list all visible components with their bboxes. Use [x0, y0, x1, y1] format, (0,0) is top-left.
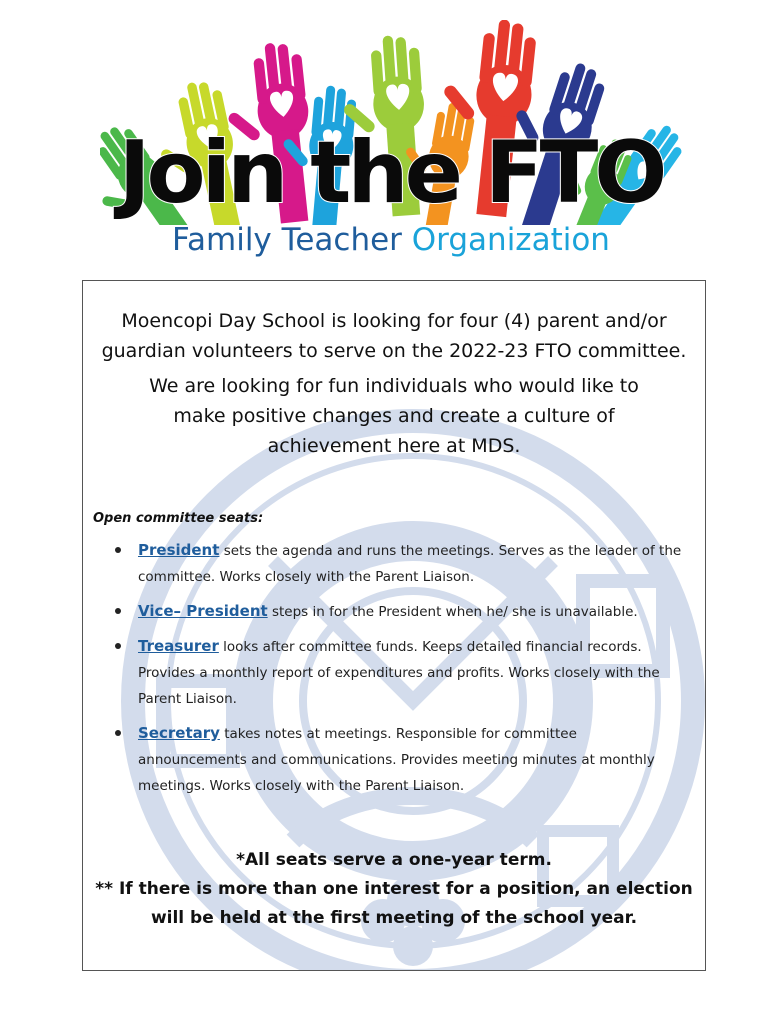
term-note: *All seats serve a one-year term. [236, 850, 552, 870]
page-subtitle [0, 218, 782, 262]
role-treasurer: Treasurer [138, 637, 219, 655]
subtitle-word-organization: Organization [411, 222, 610, 258]
content-box [82, 280, 706, 971]
intro-line: make positive changes and create a culture of [173, 405, 615, 427]
role-secretary: Secretary [138, 724, 220, 742]
intro-paragraph-2 [83, 371, 705, 461]
role-description: steps in for the President when he/ she is unavailable. [267, 604, 638, 620]
intro-line: achievement here at MDS. [267, 435, 521, 457]
subtitle-word-teacher: Teacher [281, 222, 402, 258]
intro-line: Moencopi Day School is looking for four (4) parent and/or [121, 310, 667, 332]
list-item [113, 598, 683, 625]
page-title: Join the FTO [118, 123, 664, 223]
subtitle-word-family: Family [172, 222, 272, 258]
election-note-line: ** If there is more than one interest for a position, an election [95, 879, 693, 899]
role-description: looks after committee funds. Keeps detailed financial records. Provides a monthly report of expenditures and profits. Works closely with the Parent Liaison. [138, 639, 660, 707]
intro-line: guardian volunteers to serve on the 2022-23 FTO committee. [101, 340, 687, 362]
intro-line: We are looking for fun individuals who would like to [149, 375, 639, 397]
list-item [113, 720, 683, 799]
list-item [113, 537, 683, 590]
role-description: takes notes at meetings. Responsible for committee announcements and communications. Provides meeting minutes at monthly meetings. Works closely with the Parent Liaison. [138, 726, 655, 794]
seats-heading: Open committee seats: [93, 511, 264, 526]
intro-paragraph-1 [83, 306, 705, 366]
list-item [113, 633, 683, 712]
role-vice-president: Vice– President [138, 602, 268, 620]
role-president: President [138, 541, 220, 559]
role-description: sets the agenda and runs the meetings. Serves as the leader of the committee. Works closely with the Parent Liaison. [138, 543, 682, 585]
seats-list [113, 537, 683, 807]
election-note [83, 875, 705, 933]
election-note-line: will be held at the first meeting of the school year. [150, 908, 638, 928]
